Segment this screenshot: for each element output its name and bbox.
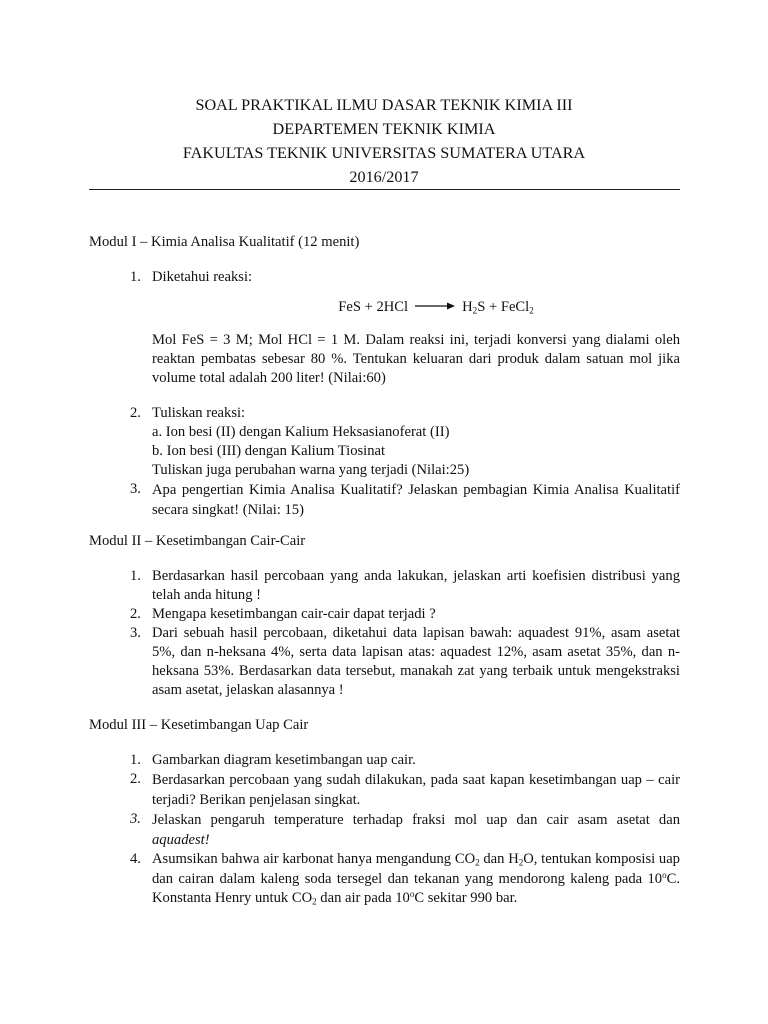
modul-2-title: Modul II – Kesetimbangan Cair-Cair [89, 533, 306, 550]
question-number: 3. [130, 481, 141, 498]
question-number: 1. [130, 568, 141, 585]
question-number: 4. [130, 851, 141, 868]
modul-3-title: Modul III – Kesetimbangan Uap Cair [89, 717, 309, 734]
modul-2-question-1 [89, 567, 680, 605]
header-year: 2016/2017 [349, 168, 419, 186]
question-line: Tuliskan reaksi: [152, 405, 246, 422]
question-line: Tuliskan juga perubahan warna yang terjadi (Nilai:25) [152, 462, 470, 479]
modul-3-questions [89, 751, 680, 909]
reaction-equation [152, 298, 680, 317]
modul-2-question-3 [89, 624, 680, 700]
question-line: a. Ion besi (II) dengan Kalium Heksasianoferat (II) [152, 424, 450, 441]
header-department: DEPARTEMEN TEKNIK KIMIA [272, 120, 496, 138]
question-text: Jelaskan pengaruh temperature terhadap fraksi mol uap dan cair asam asetat dan aquadest! [152, 812, 680, 849]
modul-2-questions [89, 567, 680, 700]
question-text: Gambarkan diagram kesetimbangan uap cair. [152, 752, 416, 769]
italic-term: aquadest! [152, 832, 210, 849]
question-number: 3. [130, 811, 141, 828]
header-title: SOAL PRAKTIKAL ILMU DASAR TEKNIK KIMIA III [195, 96, 573, 114]
header-faculty: FAKULTAS TEKNIK UNIVERSITAS SUMATERA UTARA [182, 144, 586, 162]
question-text: Berdasarkan hasil percobaan yang anda lakukan, jelaskan arti koefisien distribusi yang telah anda hitung ! [152, 568, 680, 604]
question-number: 1. [130, 269, 141, 285]
modul-1-questions [89, 268, 680, 520]
question-intro: Diketahui reaksi: [152, 269, 253, 285]
question-number: 2. [130, 405, 141, 422]
question-number: 1. [130, 752, 141, 769]
modul-1-title: Modul I – Kimia Analisa Kualitatif (12 menit) [89, 234, 360, 250]
question-text: Mengapa kesetimbangan cair-cair dapat terjadi ? [152, 606, 436, 623]
equation-reactants: FeS + 2HCl [338, 299, 409, 315]
document-body [89, 233, 680, 909]
question-number: 2. [130, 606, 141, 623]
modul-3-question-1 [89, 751, 680, 770]
modul-2-question-2 [89, 605, 680, 624]
question-text: Asumsikan bahwa air karbonat hanya mengandung $CO_2$ dan $H_2O$, tentukan komposisi uap dan cairan dalam kaleng soda tersegel dan tekanan yang mendorong kaleng pada 10$^o$C. Konstanta Henry untuk $CO_2$ dan air pada 10$^o$C sekitar 990 bar. [152, 851, 680, 907]
question-body: Mol FeS = 3 M; Mol HCl = 1 M. Dalam reaksi ini, terjadi konversi yang dialami oleh reaktan pembatas sebesar 80 %. Tentukan keluaran dari produk dalam satuan mol jika volume total adalah 200 liter! (Nilai:60) [152, 332, 680, 387]
equation-products: $H_2S$ + FeCl$_2$ [462, 299, 534, 316]
modul-1-question-3 [89, 480, 680, 520]
question-text: Berdasarkan percobaan yang sudah dilakukan, pada saat kapan kesetimbangan uap – cair terjadi? Berikan penjelasan singkat. [152, 772, 680, 809]
question-text: Apa pengertian Kimia Analisa Kualitatif? Jelaskan pembagian Kimia Analisa Kualitatif secara singkat! (Nilai: 15) [152, 482, 680, 519]
modul-1-question-1 [89, 268, 680, 388]
modul-1-question-2 [89, 404, 680, 480]
header-divider [89, 189, 680, 190]
modul-3-question-4 [89, 850, 680, 909]
question-number: 2. [130, 771, 141, 788]
modul-3-question-2 [89, 770, 680, 810]
question-text: Dari sebuah hasil percobaan, diketahui data lapisan bawah: aquadest 91%, asam asetat 5%, dan n-heksana 4%, serta data lapisan atas: aquadest 12%, asam asetat 35%, dan n-heksana 53%. Berdasarkan data tersebut, manakah zat yang terbaik untuk mengekstraksi asam asetat, jelaskan alasannya ! [152, 625, 680, 699]
modul-3-question-3 [89, 810, 680, 850]
document-header [0, 93, 768, 189]
question-line: b. Ion besi (III) dengan Kalium Tiosinat [152, 443, 386, 460]
reaction-arrow-icon [414, 298, 456, 317]
question-number: 3. [130, 625, 141, 642]
